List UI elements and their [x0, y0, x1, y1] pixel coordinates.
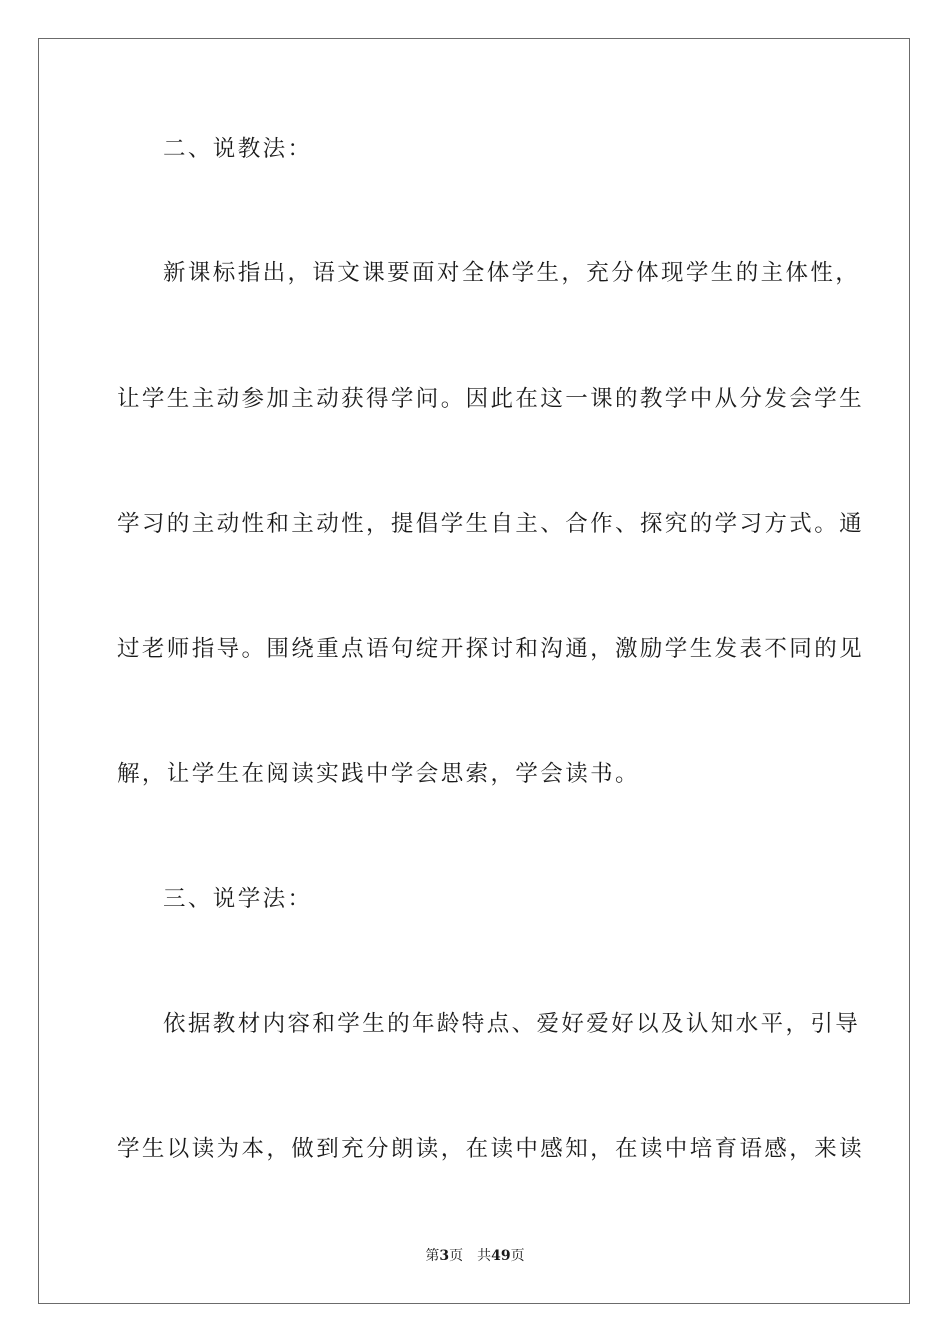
- total-prefix: 共: [477, 1248, 492, 1264]
- paragraph-line: 新课标指出，语文课要面对全体学生，充分体现学生的主体性，: [163, 260, 861, 286]
- paragraph-line: 解，让学生在阅读实践中学会思索，学会读书。: [117, 761, 640, 787]
- section-heading-teaching-method: 二、说教法：: [163, 136, 313, 162]
- paragraph-line: 学生以读为本，做到充分朗读，在读中感知，在读中培育语感，来读: [117, 1136, 865, 1162]
- total-pages: 49: [491, 1248, 511, 1264]
- paragraph-line: 学习的主动性和主动性，提倡学生自主、合作、探究的学习方式。通: [117, 511, 865, 537]
- total-suffix: 页: [510, 1248, 525, 1264]
- paragraph-line: 依据教材内容和学生的年龄特点、爱好爱好以及认知水平，引导: [163, 1011, 861, 1037]
- paragraph-line: 让学生主动参加主动获得学问。因此在这一课的教学中从分发会学生: [117, 386, 865, 412]
- page-footer: [0, 1246, 950, 1266]
- paragraph-line: 过老师指导。围绕重点语句绽开探讨和沟通，激励学生发表不同的见: [117, 636, 865, 662]
- page-prefix: 第: [425, 1248, 440, 1264]
- page-border: [38, 38, 910, 1304]
- section-heading-learning-method: 三、说学法：: [163, 886, 313, 912]
- page-suffix: 页: [449, 1248, 464, 1264]
- page-number: 3: [439, 1248, 450, 1264]
